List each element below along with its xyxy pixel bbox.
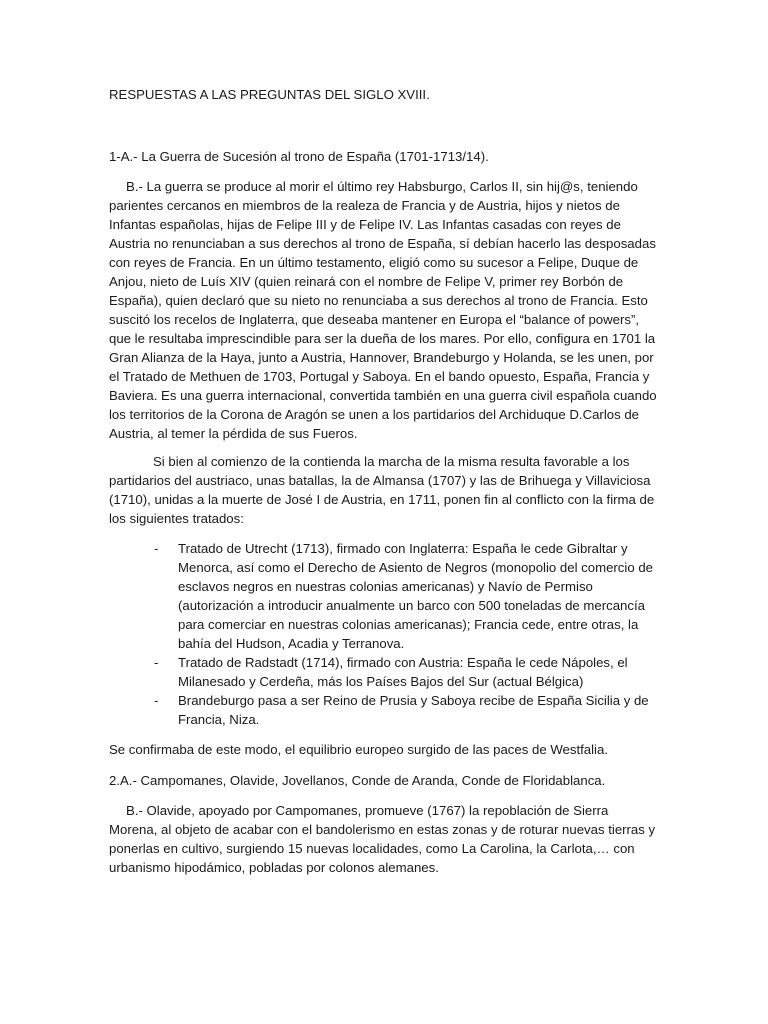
question-2b-paragraph: B.- Olavide, apoyado por Campomanes, promueve (1767) la repoblación de Sierra Morena, al objeto de acabar con el bandolerismo en estas zonas y de roturar nuevas tierras y ponerlas en cultivo, surgiendo 15 nuevas localidades, como La Carolina, la Carlota,… con urbanismo hipodámico, pobladas por colonos alemanes.: [109, 803, 656, 875]
treaty-item-prusia-saboya: [154, 691, 654, 729]
treaties-list: [154, 539, 654, 729]
treaty-item-utrecht: [154, 539, 654, 653]
question-1b-paragraph: B.- La guerra se produce al morir el último rey Habsburgo, Carlos II, sin hij@s, teniendo parientes cercanos en miembros de la realeza de Francia y de Austria, hijos y nietos de Infantas españolas, hijas de Felipe III y de Felipe IV. Las Infantas casadas con reyes de Austria no renunciaban a sus derechos al trono de España, sí debían hacerlo las desposadas con reyes de Francia. En un último testamento, eligió como su sucesor a Felipe, Duque de Anjou, nieto de Luís XIV (quien reinará con el nombre de Felipe V, primer rey Borbón de España), quien declaró que su nieto no renunciaba a sus derechos al trono de Francia. Esto suscitó los recelos de Inglaterra, que deseaba mantener en Europa el “balance of powers”, que le resultaba imprescindible para ser la dueña de los mares. Por ello, configura en 1701 la Gran Alianza de la Haya, junto a Austria, Hannover, Brandeburgo y Holanda, se les unen, por el Tratado de Methuen de 1703, Portugal y Saboya. En el bando opuesto, España, Francia y Baviera. Es una guerra internacional, convertida también en una guerra civil española cuando los territorios de la Corona de Aragón se unen a los partidarios del Archiduque D.Carlos de Austria, al temer la pérdida de sus Fueros.: [109, 179, 657, 441]
treaty-text: Brandeburgo pasa a ser Reino de Prusia y Saboya recibe de España Sicilia y de Francia, Niza.: [178, 693, 649, 727]
list-bullet: -: [154, 693, 159, 708]
question-1-continuation-paragraph: Si bien al comienzo de la contienda la marcha de la misma resulta favorable a los partidarios del austriaco, unas batallas, la de Almansa (1707) y las de Brihuega y Villaviciosa (1710), unidas a la muerte de José I de Austria, en 1711, ponen fin al conflicto con la firma de los siguientes tratados:: [109, 454, 655, 526]
list-bullet: -: [154, 655, 159, 670]
document-title: RESPUESTAS A LAS PREGUNTAS DEL SIGLO XVIII.: [109, 87, 430, 102]
question-2a-heading: 2.A.- Campomanes, Olavide, Jovellanos, Conde de Aranda, Conde de Floridablanca.: [109, 773, 606, 788]
treaty-text: Tratado de Utrecht (1713), firmado con Inglaterra: España le cede Gibraltar y Menorca, así como el Derecho de Asiento de Negros (monopolio del comercio de esclavos negros en nuestras colonias americanas) y Navío de Permiso (autorización a introducir anualmente un barco con 500 toneladas de mercancía para comerciar en nuestras colonias americanas); Francia cede, entre otras, la bahía del Hudson, Acadia y Terranova.: [178, 541, 654, 651]
question-1a-heading: 1-A.- La Guerra de Sucesión al trono de España (1701-1713/14).: [109, 149, 489, 164]
closing-sentence: Se confirmaba de este modo, el equilibrio europeo surgido de las paces de Westfalia.: [109, 742, 608, 757]
treaty-item-radstadt: [154, 653, 654, 691]
list-bullet: -: [154, 541, 159, 556]
treaty-text: Tratado de Radstadt (1714), firmado con Austria: España le cede Nápoles, el Milanesado y Cerdeña, más los Países Bajos del Sur (actual Bélgica): [178, 655, 628, 689]
